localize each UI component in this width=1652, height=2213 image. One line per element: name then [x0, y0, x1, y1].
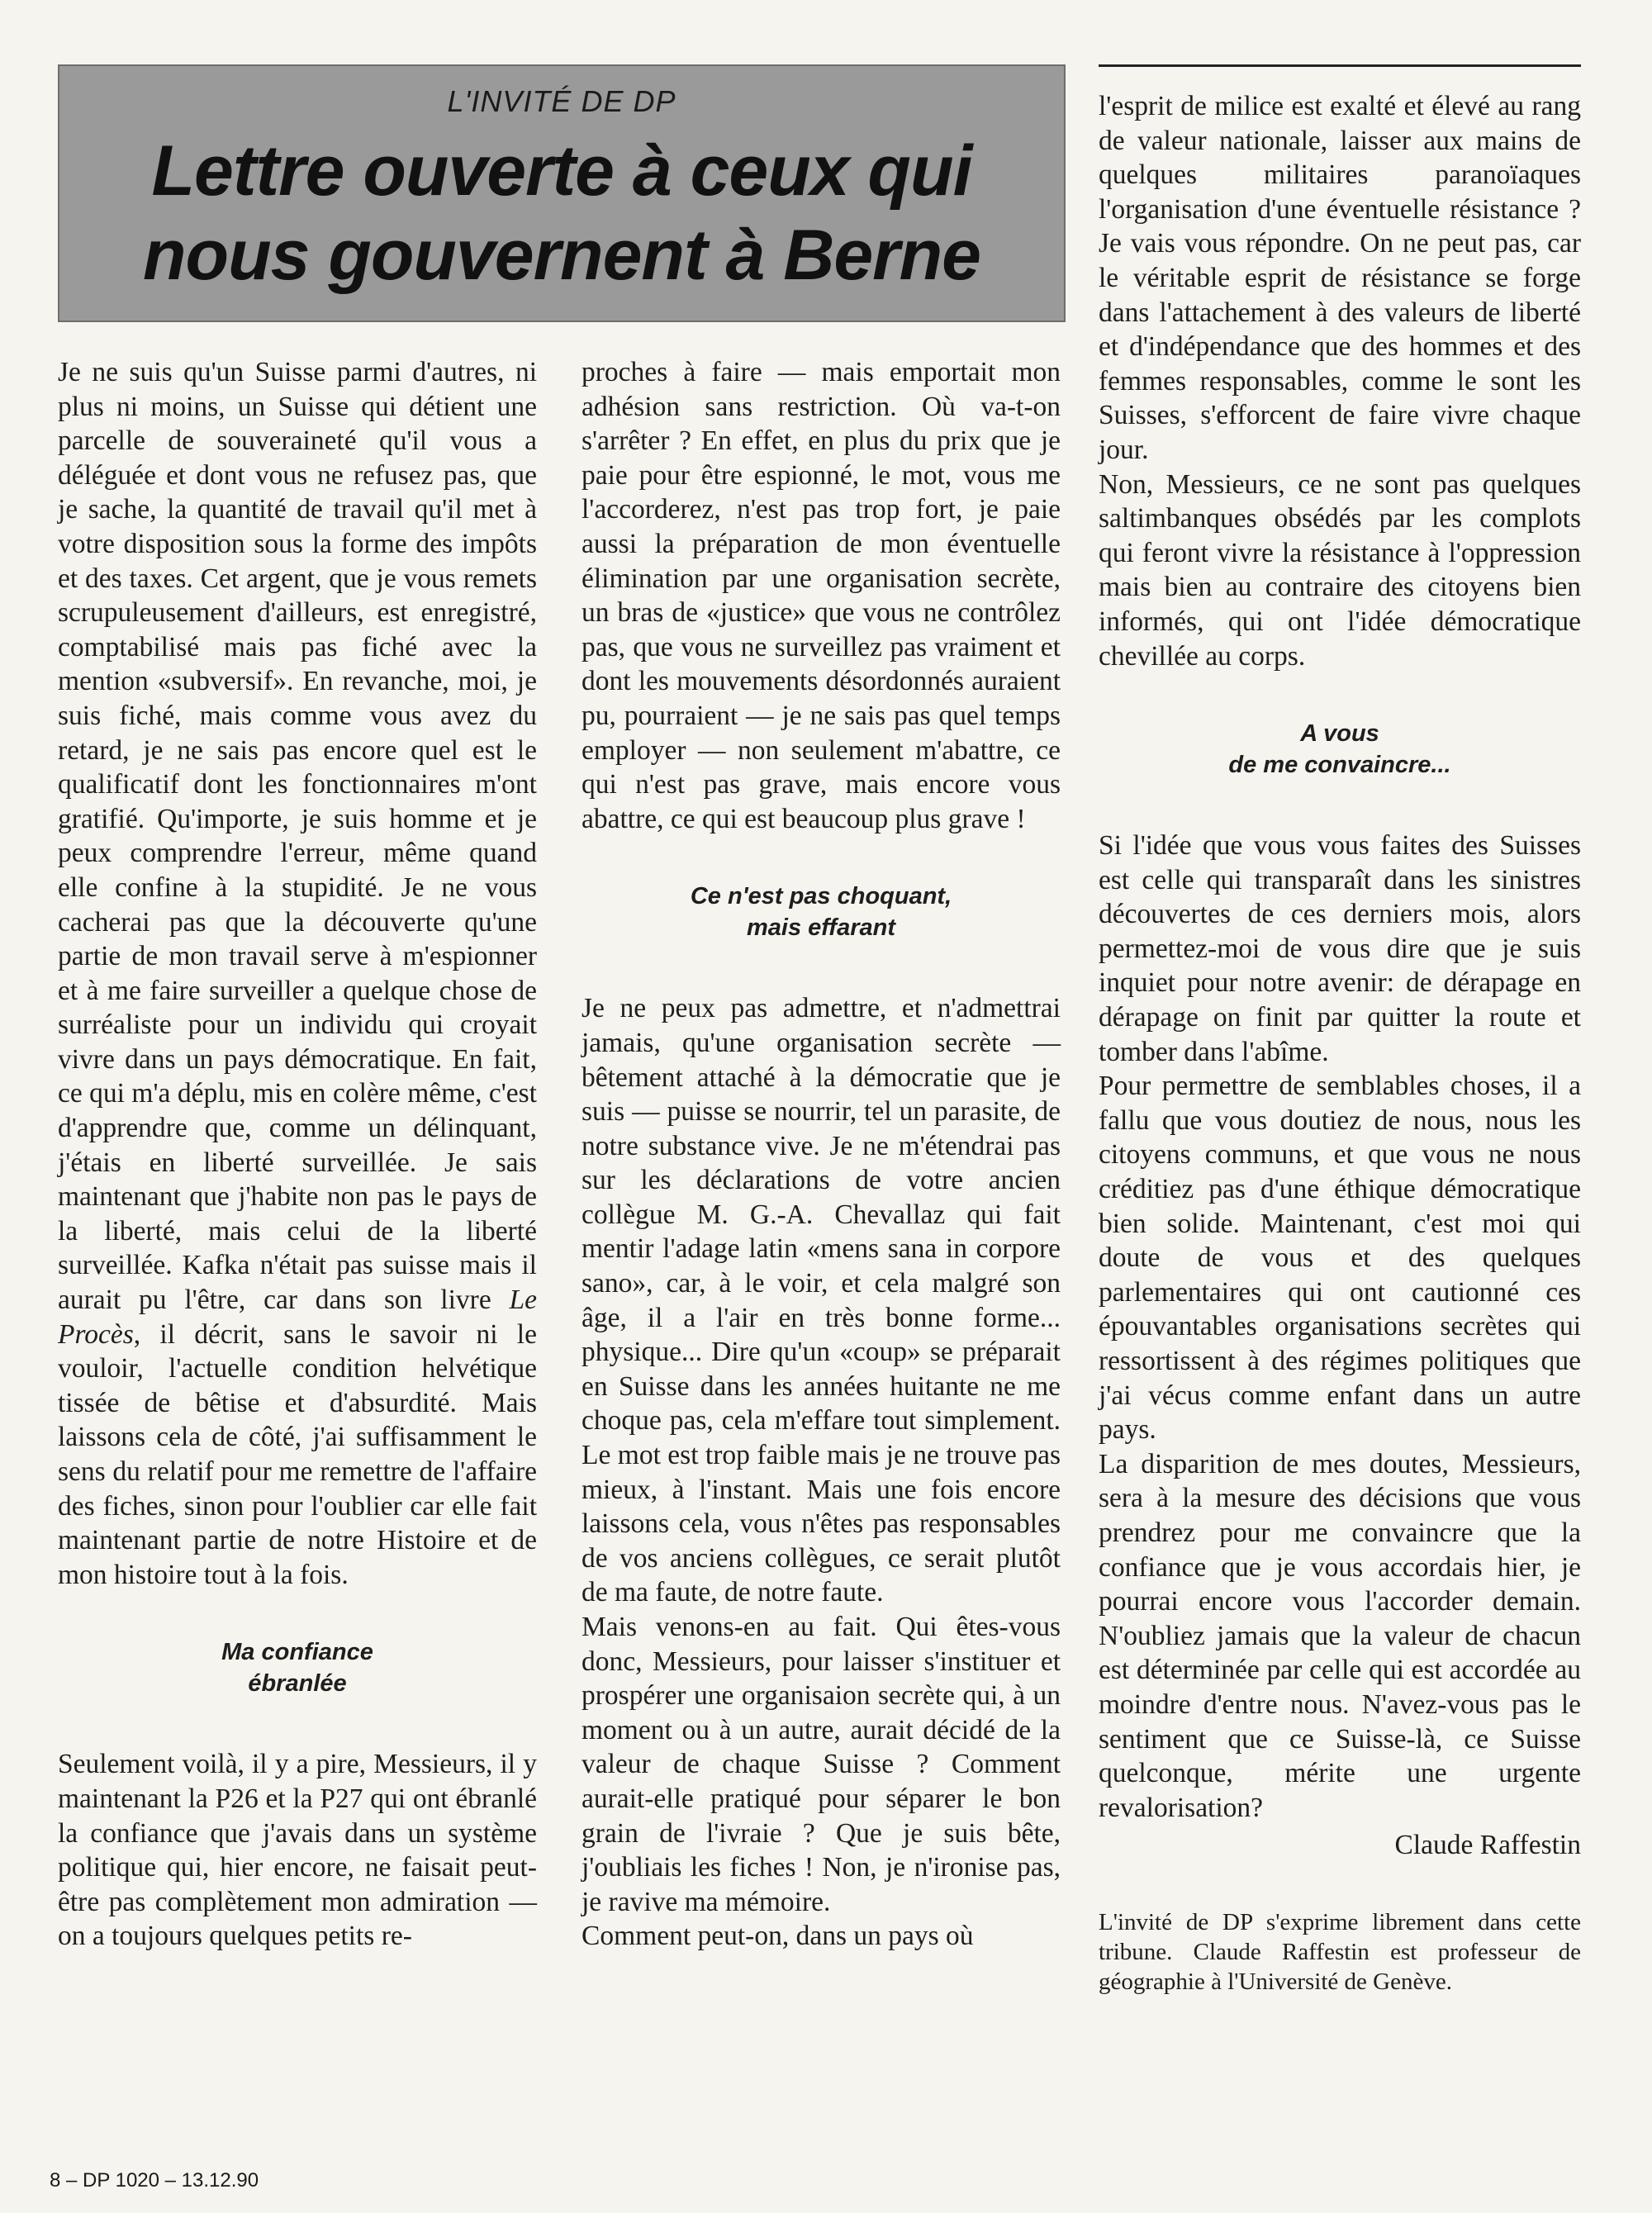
author-note: L'invité de DP s'exprime librement dans cette tribune. Claude Raffestin est professeur de géographie à l'Université de Genève.	[1099, 1908, 1581, 1995]
subheading: Ce n'est pas choquant, mais effarant	[690, 883, 952, 942]
column-top-rule	[1099, 64, 1581, 67]
paragraph: proches à faire — mais emportait mon adhésion sans restriction. Où va-t-on s'arrêter ? En effet, en plus du prix que je paie pour être espionné, le mot, vous me l'accorderez, n'est pas trop fort, je paie aussi la préparation de mon éventuelle élimination par une organisation secrète, un bras de «justice» que vous ne contrôlez pas, que vous ne surveillez pas vraiment et dont les mouvements désordonnés auraient pu, pourraient — je ne sais pas quel temps employer — non seulement m'abattre, ce qui n'est pas grave, mais encore vous abattre, ce qui est beaucoup plus grave !	[582, 357, 1061, 834]
article-column-2	[582, 355, 1061, 1954]
paragraph: Si l'idée que vous vous faites des Suisses est celle qui transparaît dans les sinistres découvertes de ces derniers mois, alors permettez-moi de vous dire que je suis inquiet pour notre avenir: de dérapage en dérapage on finit par quitter la route et tomber dans l'abîme.	[1099, 830, 1581, 1067]
section-kicker: L'INVITÉ DE DP	[447, 84, 676, 118]
paragraph: Mais venons-en au fait. Qui êtes-vous donc, Messieurs, pour laisser s'instituer et prospérer une organisaion secrète qui, à un moment ou à un autre, aurait décidé de la valeur de chaque Suisse ? Comment aurait-elle pratiqué pour séparer le bon grain de l'ivraie ? Que je suis bête, j'oubliais les fiches ! Non, je n'ironise pas, je ravive ma mémoire.	[582, 1612, 1061, 1917]
paragraph: l'esprit de milice est exalté et élevé au rang de valeur nationale, laisser aux mains de quelques militaires paranoïaques l'organisation d'une éventuelle résistance ? Je vais vous répondre. On ne peut pas, car le véritable esprit de résistance se forge dans l'attachement à des valeurs de liberté et d'indépendance que des hommes et des femmes responsables, comme le sont les Suisses, s'efforcent de faire vivre chaque jour.	[1099, 91, 1581, 465]
title-banner	[58, 64, 1066, 322]
article-column-1	[58, 355, 537, 1954]
paragraph: Pour permettre de semblables choses, il a fallu que vous doutiez de nous, nous les citoyens communs, et que vous ne nous créditiez pas d'une éthique démocratique bien solide. Maintenant, c'est moi qui doute de vous et des quelques parlementaires qui ont cautionné ces épouvantables organisations secrètes qui ressortissent à des régimes politiques que j'ai vécus comme enfant dans un autre pays.	[1099, 1071, 1581, 1446]
subheading: A vous de me convaincre...	[1228, 720, 1451, 779]
subheading: Ma confiance ébranlée	[221, 1639, 373, 1698]
page-title: Lettre ouverte à ceux qui nous gouvernent à Berne	[143, 131, 980, 295]
paragraph: Comment peut-on, dans un pays où	[582, 1921, 974, 1952]
paragraph	[58, 355, 537, 1592]
article-column-3	[1099, 89, 1581, 1997]
author-signature: Claude Raffestin	[1394, 1830, 1581, 1861]
book-title: Le Procès	[58, 1285, 537, 1350]
paragraph: Non, Messieurs, ce ne sont pas quelques saltimbanques obsédés par les complots qui feront vivre la résistance à l'oppression mais bien au contraire des citoyens bien informés, qui ont l'idée démocratique chevillée au corps.	[1099, 468, 1581, 672]
paragraph: Je ne peux pas admettre, et n'admettrai jamais, qu'une organisation secrète — bêtement attaché à la démocratie que je suis — puisse se nourrir, tel un parasite, de notre substance vive. Je ne m'étendrai pas sur les déclarations de votre ancien collègue M. G.-A. Chevallaz qui fait mentir l'adage latin «mens sana in corpore sano», car, à le voir, et cela malgré son âge, il a l'air en très bonne forme... physique... Dire qu'un «coup» se préparait en Suisse dans les années huitante ne me choque pas, cela m'effare tout simplement. Le mot est trop faible mais je ne trouve pas mieux, à l'instant. Mais une fois encore laissons cela, vous n'êtes pas responsables de vos anciens collègues, ce serait plutôt de ma faute, de notre faute.	[582, 993, 1061, 1608]
paragraph: La disparition de mes doutes, Messieurs, sera à la mesure des décisions que vous prendrez pour me convaincre que la confiance que je vous accordais hier, je pourrai encore vous l'accorder demain. N'oubliez jamais que la valeur de chacun est déterminée par celle qui est accordée au moindre d'entre nous. N'avez-vous pas le sentiment que ce Suisse-là, ce Suisse quelconque, mérite une urgente revalorisation?	[1099, 1448, 1581, 1823]
paragraph-text: , il décrit, sans le savoir ni le vouloir, l'actuelle condition helvétique tissée de bêtise et d'absurdité. Mais laissons cela de côté, j'ai suffisamment le sens du relatif pour me remettre de l'affaire des fiches, sinon pour l'oublier car elle fait maintenant partie de notre Histoire et de mon histoire tout à la fois.	[58, 1318, 537, 1590]
paragraph-text: Je ne suis qu'un Suisse parmi d'autres, ni plus ni moins, un Suisse qui détient une parcelle de souveraineté qu'il vous a déléguée et dont vous ne refusez pas, que je sache, la quantité de travail qu'il met à votre disposition sous la forme des impôts et des taxes. Cet argent, que je vous remets scrupuleusement d'ailleurs, est enregistré, comptabilisé mais pas fiché avec la mention «subversif». En revanche, moi, je suis fiché, mais comme vous avez du retard, je ne sais pas encore quel est le qualificatif dont les fonctionnaires m'ont gratifié. Qu'importe, je suis homme et je peux comprendre l'erreur, même quand elle confine à la stupidité. Je ne vous cacherai pas que la découverte qu'une partie de mon travail serve à m'espionner et à me faire surveiller a quelque chose de surréaliste pour un individu qui croyait vivre dans un pays démocratique. En fait, ce qui m'a déplu, mis en colère même, c'est d'apprendre que, comme un délinquant, j'étais en liberté surveillée. Je sais maintenant que j'habite non pas le pays de la liberté, mais celui de la liberté surveillée. Kafka n'était pas suisse mais il aurait pu l'être, car dans son livre	[58, 357, 537, 1316]
page-footer: 8 – DP 1020 – 13.12.90	[50, 2169, 259, 2192]
paragraph: Seulement voilà, il y a pire, Messieurs, il y maintenant la P26 et la P27 qui ont ébranlé la confiance que j'avais dans un système politique qui, hier encore, ne faisait peut-être pas complètement mon admiration — on a toujours quelques petits re-	[58, 1749, 537, 1952]
